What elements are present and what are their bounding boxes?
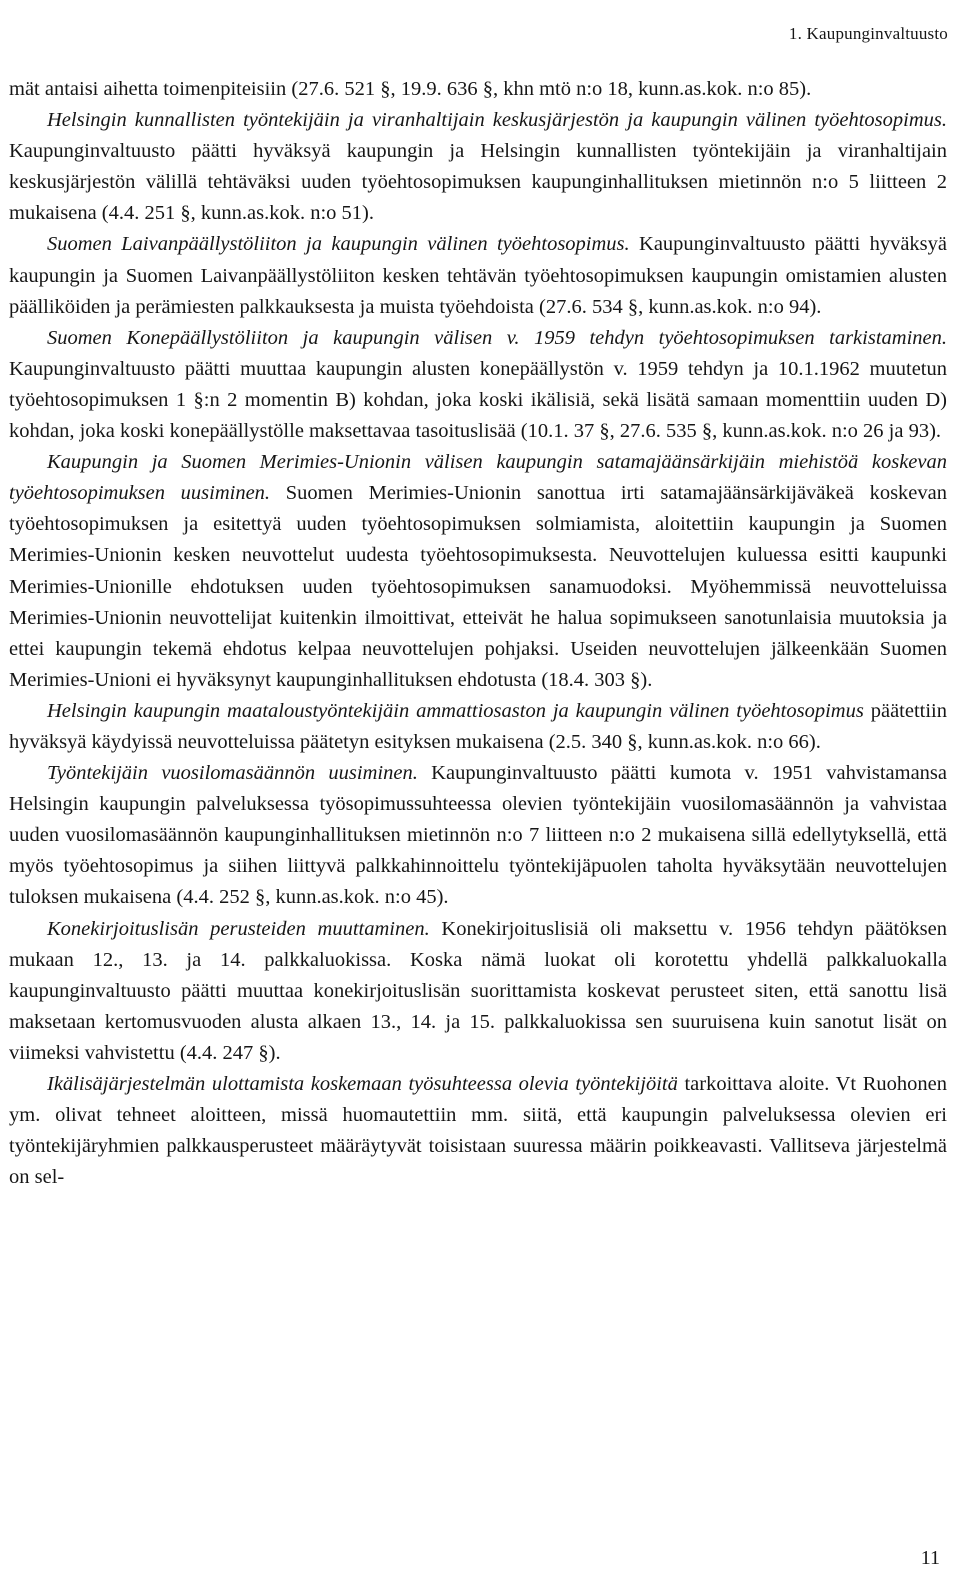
entry-text: päätettiin hyväksyä käydyissä neuvotteluissa päätetyn esityksen mukaisena (2.5. 340 §, kunn.as.kok. n:o 66). bbox=[9, 699, 947, 753]
entry-title: Helsingin kunnallisten työntekijäin ja viranhaltijain keskusjärjestön ja kaupungin välinen työehtosopimus. bbox=[47, 109, 947, 132]
entry-paragraph bbox=[9, 105, 947, 229]
entry-title: Kaupungin ja Suomen Merimies-Unionin välisen kaupungin satamajäänsärkijäin miehistöä koskevan työehtosopimuksen uusiminen. bbox=[9, 451, 947, 505]
entry-text: Kaupunginvaltuusto päätti hyväksyä kaupungin ja Suomen Laivanpäällystöliiton kesken tehtävän työehtosopimuksen kaupungin omistamien alusten päälliköiden ja perämiesten palkkauksesta ja muista työehdoista (27.6. 534 §, kunn.as.kok. n:o 94). bbox=[9, 233, 947, 318]
continuation-paragraph: mät antaisi aihetta toimenpiteisiin (27.6. 521 §, 19.9. 636 §, khn mtö n:o 18, kunn.as.kok. n:o 85). bbox=[9, 78, 812, 100]
entry-text: Kaupunginvaltuusto päätti muuttaa kaupungin alusten konepäällystön v. 1959 tehdyn ja 10.1.1962 muutetun työehtosopimuksen 1 §:n 2 momentin B) kohdan, joka koski ikälisiä, sekä lisätä samaan momenttiin uuden D) kohdan, joka koski konepäällystölle maksettavaa tasoituslisää (10.1. 37 §, 27.6. 535 §, kunn.as.kok. n:o 26 ja 93). bbox=[9, 357, 947, 443]
running-header: 1. Kaupunginvaltuusto bbox=[788, 24, 948, 43]
entry-text: Kaupunginvaltuusto päätti kumota v. 1951 vahvistamansa Helsingin kaupungin palveluksessa työsopimussuhteessa olevien työntekijäin vuosilomasäännön ja vahvistaa uuden vuosilomasäännön kaupunginhallituksen mietinnön n:o 7 liitteen n:o 2 mukaisena sillä edellytyksellä, että myös työehtosopimus ja siihen liittyvä palkkahinnoittelu työntekijäpuolen taholta hyväksytään neuvottelujen tuloksen mukaisena (4.4. 252 §, kunn.as.kok. n:o 45). bbox=[9, 762, 947, 909]
entry-text: Konekirjoituslisiä oli maksettu v. 1956 tehdyn päätöksen mukaan 12., 13. ja 14. palkkaluokissa. Koska nämä luokat oli korotettu yhdellä palkkaluokalla kaupunginvaltuusto päätti muuttaa konekirjoituslisän suorittamista koskevat perusteet siten, että sanottu lisä maksetaan kertomusvuoden alusta alkaen 13., 14. ja 15. palkkaluokissa sen suuruisena kuin sanotut lisät on viimeksi vahvistettu (4.4. 247 §). bbox=[9, 917, 947, 1064]
entry-text: Suomen Merimies-Unionin sanottua irti satamajäänsärkijäväkeä koskevan työehtosopimuksen ja esitettyä uuden työehtosopimuksen solmiamista, aloitettiin kaupungin ja Suomen Merimies-Unionin kesken neuvottelut uudesta työehtosopimuksesta. Neuvottelujen kuluessa esitti kaupunki Merimies-Unionille ehdotuksen uuden työehtosopimuksen sanamuodoksi. Myöhemmissä neuvotteluissa Merimies-Unionin neuvottelijat kuitenkin ilmoittivat, etteivät he halua sopimukseen sanotunlaisia muutoksia ja ettei kaupungin tekemä ehdotus kelpaa neuvottelujen pohjaksi. Useiden neuvottelujen jälkeenkään Suomen Merimies-Unioni ei hyväksynyt kaupunginhallituksen ehdotusta (18.4. 303 §). bbox=[9, 482, 947, 691]
entry-title: Ikälisäjärjestelmän ulottamista koskemaan työsuhteessa olevia työntekijöitä bbox=[47, 1073, 678, 1095]
entry-text: tarkoittava aloite. Vt Ruohonen ym. olivat tehneet aloitteen, missä huomautettiin mm. siitä, että kaupungin palveluksessa olevien eri työntekijäryhmien palkkausperusteet määräytyvät toisistaan suuressa määrin poikkeavasti. Vallitseva järjestelmä on sel- bbox=[9, 1073, 947, 1189]
entry-paragraph bbox=[9, 696, 947, 758]
entry-title: Työntekijäin vuosilomasäännön uusiminen. bbox=[47, 762, 418, 785]
entry-paragraph bbox=[9, 1069, 947, 1193]
entry-paragraph bbox=[9, 447, 947, 696]
entry-title: Suomen Laivanpäällystöliiton ja kaupungin välinen työehtosopimus. bbox=[47, 233, 630, 256]
page-number: 11 bbox=[920, 1547, 940, 1569]
entry-title: Suomen Konepäällystöliiton ja kaupungin välisen v. 1959 tehdyn työehtosopimuksen tarkistaminen. bbox=[47, 326, 947, 349]
entry-title: Helsingin kaupungin maataloustyöntekijäin ammattiosaston ja kaupungin välinen työehtosopimus bbox=[47, 699, 864, 722]
page-body bbox=[9, 74, 947, 1193]
entry-paragraph bbox=[9, 229, 947, 322]
entry-paragraph bbox=[9, 758, 947, 913]
entry-title: Konekirjoituslisän perusteiden muuttaminen. bbox=[47, 917, 430, 940]
entry-text: Kaupunginvaltuusto päätti hyväksyä kaupungin ja Helsingin kunnallisten työntekijäin ja viranhaltijain keskusjärjestön välillä tehtäväksi uuden työehtosopimuksen kaupunginhallituksen mietinnön n:o 5 liitteen 2 mukaisena (4.4. 251 §, kunn.as.kok. n:o 51). bbox=[9, 140, 947, 225]
entry-paragraph bbox=[9, 914, 947, 1069]
entry-paragraph bbox=[9, 323, 947, 447]
